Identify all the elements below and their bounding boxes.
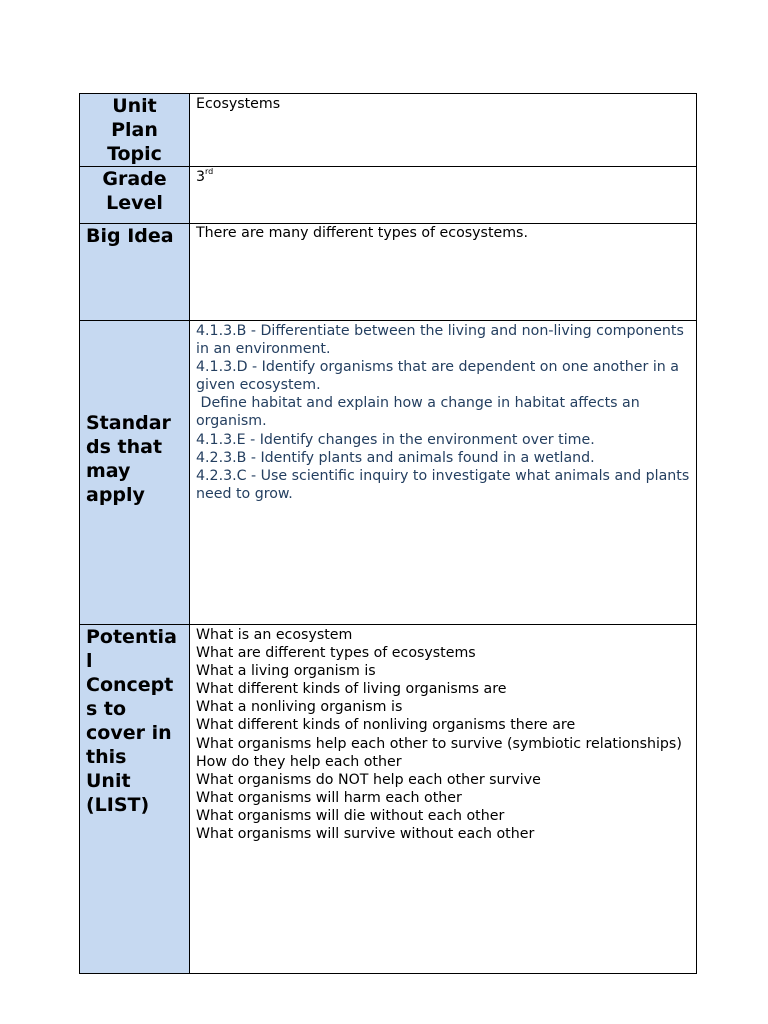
concepts-row xyxy=(80,625,697,974)
standards-label xyxy=(80,411,189,507)
label-line: Level xyxy=(106,192,163,214)
big-idea-row xyxy=(80,224,697,321)
concepts-label-cell xyxy=(80,625,190,974)
label-line: s to xyxy=(86,698,127,720)
label-line: Unit xyxy=(86,770,131,792)
label-line: Potentia xyxy=(86,626,177,648)
concept-item: What organisms will survive without each other xyxy=(196,826,535,843)
standard-item: 4.2.3.C - Use scientific inquiry to investigate what animals and plants need to grow. xyxy=(196,467,690,502)
unit-plan-topic-value-cell xyxy=(190,94,697,167)
label-line: this xyxy=(86,746,127,768)
standard-item: 4.2.3.B - Identify plants and animals found in a wetland. xyxy=(196,449,595,466)
concept-item: What a living organism is xyxy=(196,663,376,680)
label-line: cover in xyxy=(86,722,172,744)
grade-level-label xyxy=(80,167,189,215)
label-line: Topic xyxy=(107,143,162,165)
concepts-value-cell xyxy=(190,625,697,974)
grade-number: 3 xyxy=(196,169,206,185)
concept-item: What organisms will harm each other xyxy=(196,789,462,806)
standard-item: 4.1.3.E - Identify changes in the environment over time. xyxy=(196,431,595,448)
concepts-list xyxy=(190,625,696,843)
standard-item: Define habitat and explain how a change in habitat affects an organism. xyxy=(196,395,645,430)
big-idea-label-cell xyxy=(80,224,190,321)
unit-plan-topic-row xyxy=(80,94,697,167)
concept-item: What different kinds of nonliving organisms there are xyxy=(196,717,576,734)
grade-level-value-cell xyxy=(190,167,697,224)
concept-item: What organisms do NOT help each other survive xyxy=(196,771,541,788)
unit-plan-table xyxy=(79,93,697,974)
standards-row xyxy=(80,321,697,625)
big-idea-value-cell xyxy=(190,224,697,321)
unit-plan-topic-label-cell xyxy=(80,94,190,167)
label-line: (LIST) xyxy=(86,794,150,816)
grade-level-row xyxy=(80,167,697,224)
label-line: l xyxy=(86,650,93,672)
standards-list xyxy=(190,321,696,503)
standard-item: 4.1.3.B - Differentiate between the living and non-living components in an environment. xyxy=(196,323,684,358)
label-line: apply xyxy=(86,483,145,506)
unit-plan-topic-value: Ecosystems xyxy=(196,96,281,112)
label-line: Plan xyxy=(111,119,158,141)
concept-item: What different kinds of living organisms are xyxy=(196,681,507,698)
grade-ordinal-suffix: rd xyxy=(205,167,214,177)
concept-item: What organisms help each other to survive (symbiotic relationships) xyxy=(196,735,682,752)
concept-item: What a nonliving organism is xyxy=(196,699,403,716)
label-line: Unit xyxy=(112,95,157,117)
concept-item: How do they help each other xyxy=(196,753,402,770)
label-line: Concept xyxy=(86,674,174,696)
grade-level-value xyxy=(190,167,696,186)
standard-item: 4.1.3.D - Identify organisms that are dependent on one another in a given ecosystem. xyxy=(196,359,680,394)
grade-level-label-cell xyxy=(80,167,190,224)
concept-item: What organisms will die without each other xyxy=(196,807,505,824)
label-line: Grade xyxy=(102,168,167,190)
concept-item: What is an ecosystem xyxy=(196,627,353,643)
standards-value-cell xyxy=(190,321,697,625)
big-idea-value: There are many different types of ecosystems. xyxy=(196,225,528,241)
label-line: ds that xyxy=(86,435,163,458)
big-idea-label: Big Idea xyxy=(86,225,174,247)
concepts-label xyxy=(80,625,189,817)
label-line: Standar xyxy=(86,411,171,434)
unit-plan-topic-label xyxy=(80,94,189,166)
concept-item: What are different types of ecosystems xyxy=(196,645,476,662)
label-line: may xyxy=(86,459,131,482)
standards-label-cell xyxy=(80,321,190,625)
